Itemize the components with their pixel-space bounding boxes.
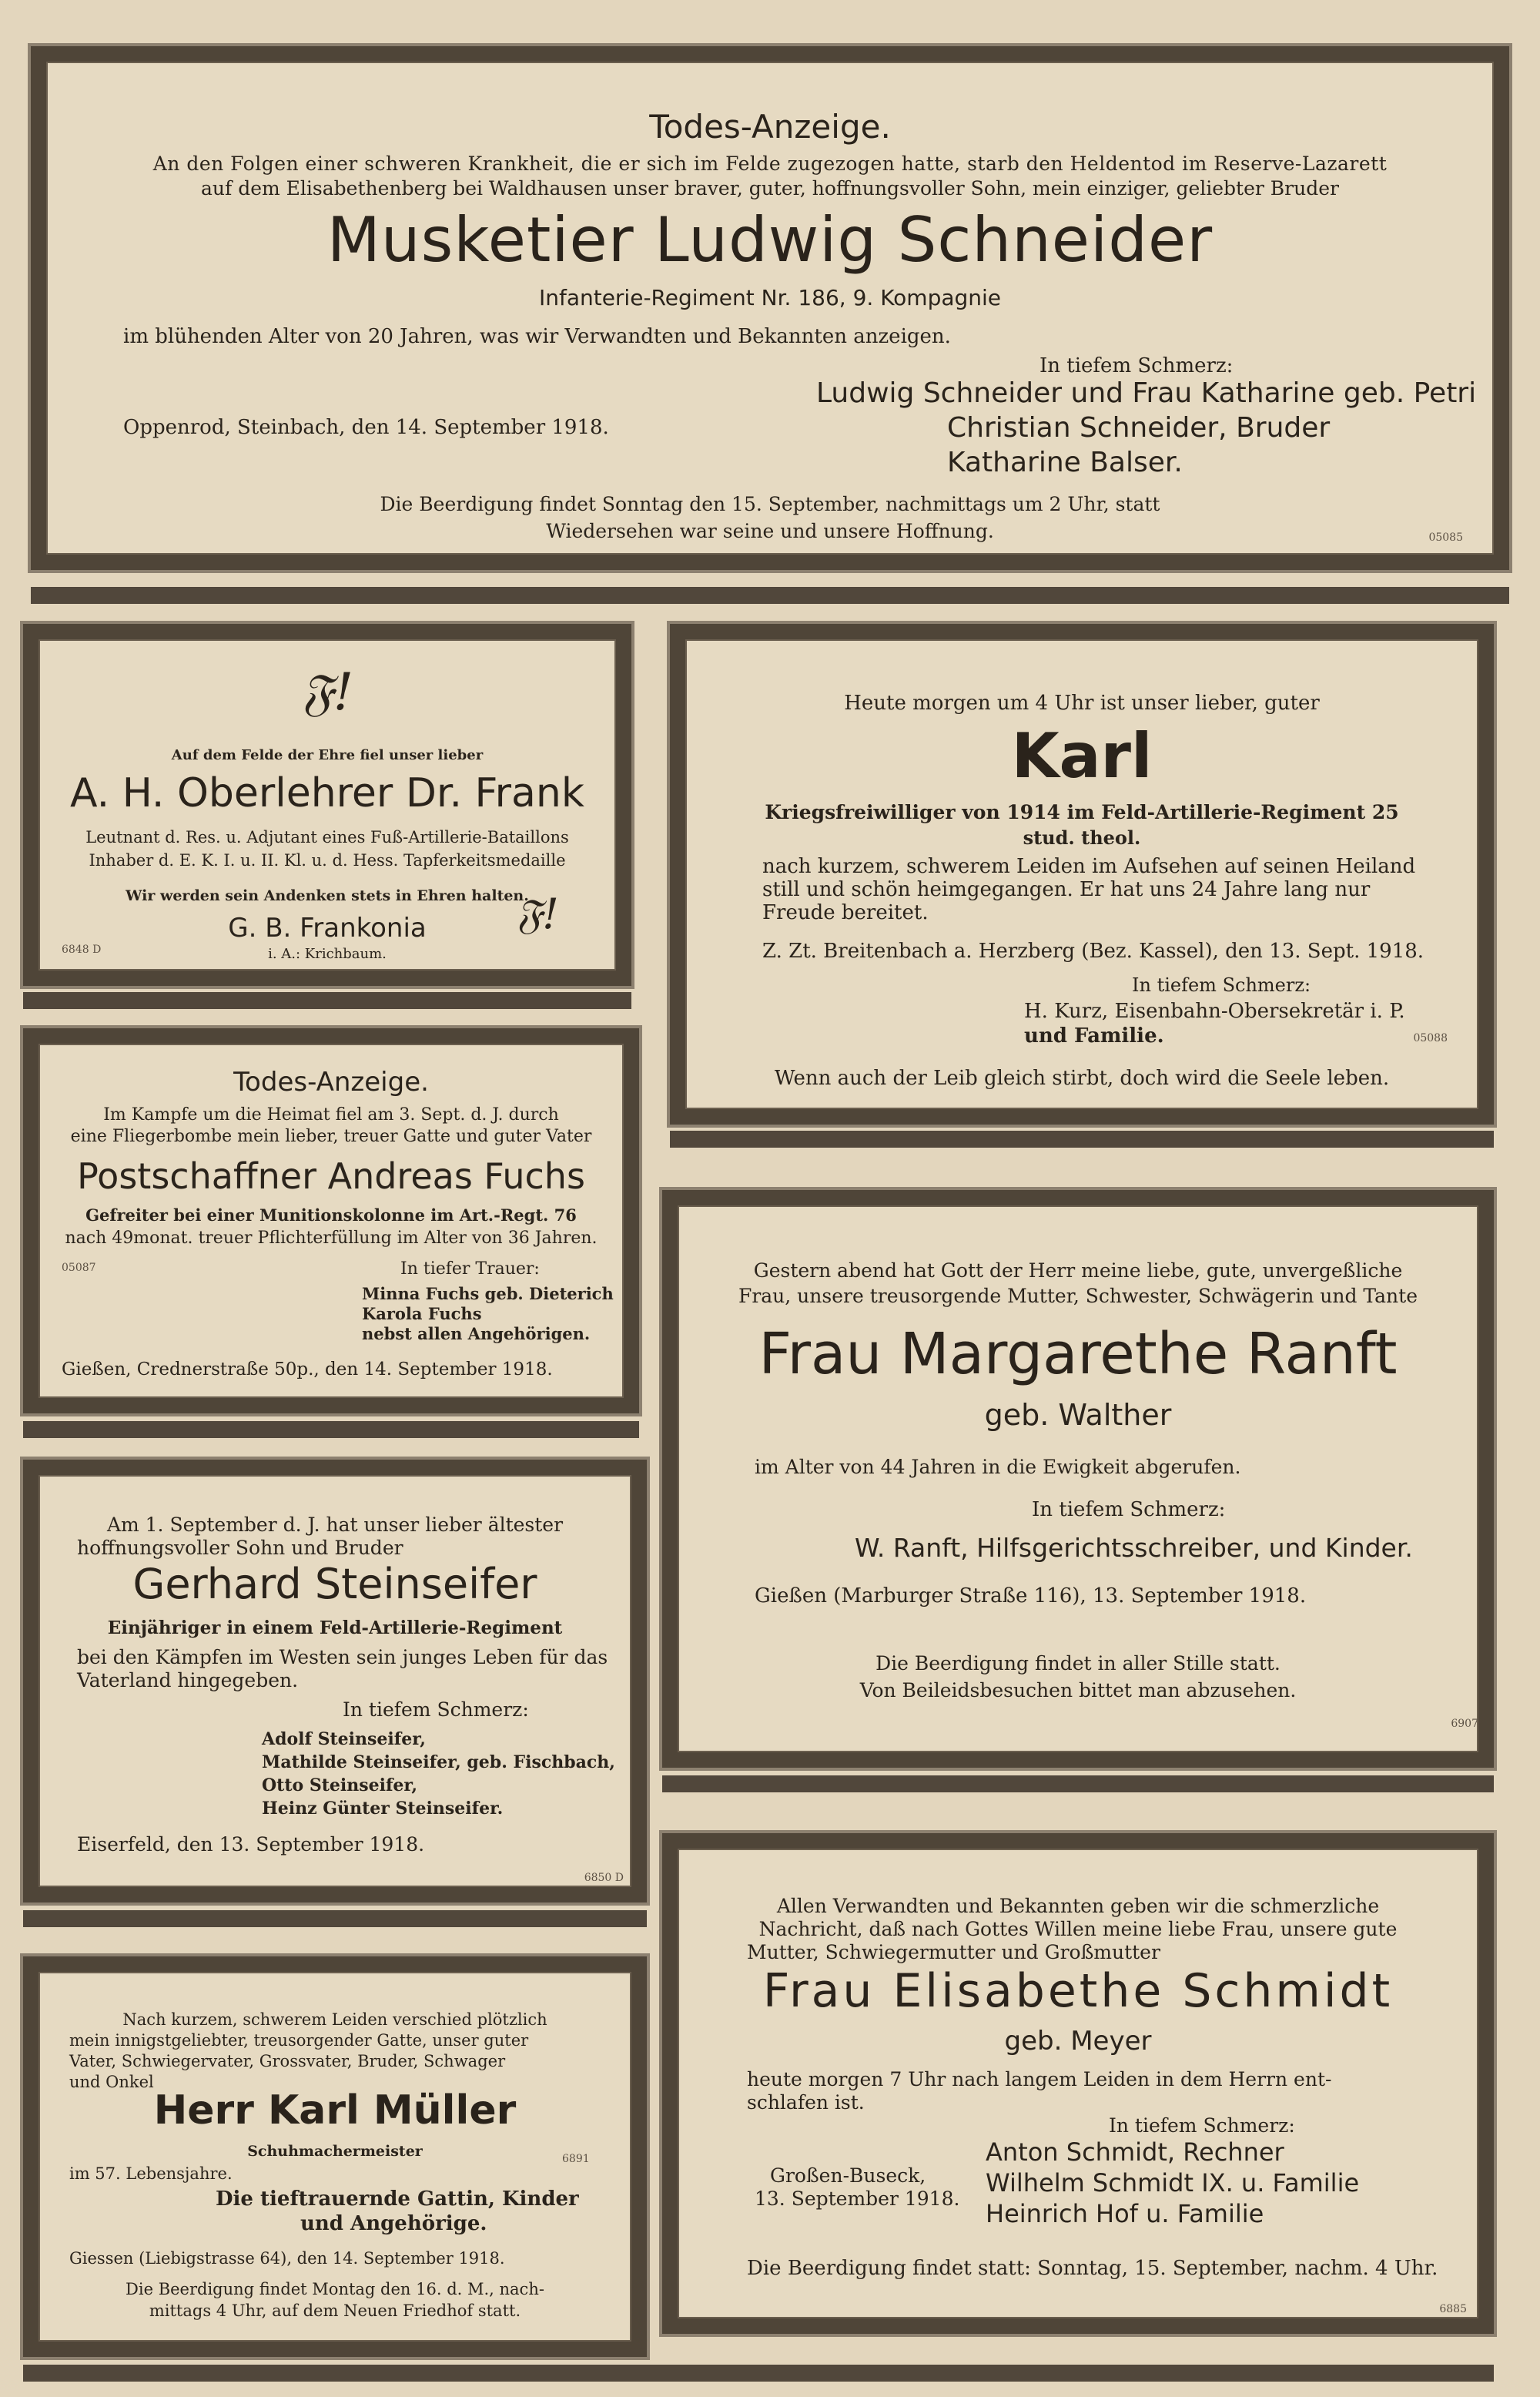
intro-line-1: Nach kurzem, schwerem Leiden verschied plötzlich	[122, 2010, 547, 2029]
body-line-3: Freude bereitet.	[762, 901, 929, 924]
ad-number: 6891	[562, 2153, 590, 2165]
mourner-1: Minna Fuchs geb. Dieterich	[362, 1284, 614, 1303]
memory-line: Wir werden sein Andenken stets in Ehren halten.	[126, 887, 529, 904]
intro-line-3: Vater, Schwiegervater, Grossvater, Bruder, Schwager	[69, 2052, 506, 2070]
grief-label: In tiefer Trauer:	[400, 1259, 540, 1279]
mourner-2: Christian Schneider, Bruder	[947, 412, 1331, 444]
intro-line-2: eine Fliegerbombe mein lieber, treuer Gatte und guter Vater	[70, 1127, 592, 1146]
grief-label: In tiefem Schmerz:	[343, 1698, 529, 1721]
body-line-1: bei den Kämpfen im Westen sein junges Leben für das	[77, 1646, 608, 1668]
deceased-name: Frau Elisabethe Schmidt	[762, 1964, 1394, 2018]
ad-number: 05088	[1413, 1032, 1448, 1044]
fraternity-emblem: 𝔉!	[300, 662, 354, 722]
honors-line: Inhaber d. E. K. I. u. II. Kl. u. d. Hess. Tapferkeitsmedaille	[89, 851, 566, 870]
intro-line-1: Im Kampfe um die Heimat fiel am 3. Sept. d. J. durch	[103, 1105, 559, 1125]
notice-ranft	[662, 1190, 1494, 1768]
body-line-1: nach kurzem, schwerem Leiden im Aufsehen auf seinen Heiland	[762, 855, 1416, 878]
notice-mueller	[23, 1956, 647, 2357]
notice-frank	[23, 624, 631, 986]
place-date: Eiserfeld, den 13. September 1918.	[77, 1833, 425, 1856]
funeral-line-1: Die Beerdigung findet Sonntag den 15. September, nachmittags um 2 Uhr, statt	[380, 493, 1160, 515]
intro: Auf dem Felde der Ehre fiel unser lieber	[171, 747, 484, 763]
ad-number: 05085	[1428, 531, 1463, 544]
divider	[23, 1910, 647, 1927]
place-2: 13. September 1918.	[755, 2187, 960, 2210]
intro-line-2: Nachricht, daß nach Gottes Willen meine liebe Frau, unsere gute	[758, 1918, 1398, 1940]
place-date: Z. Zt. Breitenbach a. Herzberg (Bez. Kassel), den 13. Sept. 1918.	[762, 940, 1424, 963]
maiden-name: geb. Walther	[984, 1398, 1172, 1432]
intro-line-2: auf dem Elisabethenberg bei Waldhausen unser braver, guter, hoffnungsvoller Sohn, mein einziger, geliebter Bruder	[201, 177, 1339, 199]
service-line: Kriegsfreiwilliger von 1914 im Feld-Artillerie-Regiment 25	[765, 801, 1399, 823]
intro-line-1: Allen Verwandten und Bekannten geben wir die schmerzliche	[776, 1895, 1380, 1917]
deceased-name: Musketier Ludwig Schneider	[326, 204, 1214, 276]
ad-number: 6848 D	[62, 944, 102, 956]
age-line: im blühenden Alter von 20 Jahren, was wir Verwandten und Bekannten anzeigen.	[123, 325, 951, 348]
closing-verse: Wenn auch der Leib gleich stirbt, doch wird die Seele leben.	[774, 1067, 1390, 1090]
place-date: Gießen, Crednerstraße 50p., den 14. September 1918.	[62, 1359, 553, 1380]
intro-line-1: Am 1. September d. J. hat unser lieber ältester	[106, 1514, 564, 1536]
fraternity-emblem-small: 𝔉!	[516, 890, 559, 938]
notice-steinseifer	[23, 1460, 647, 1903]
grief-label: In tiefem Schmerz:	[1032, 1498, 1226, 1521]
body-line-1: heute morgen 7 Uhr nach langem Leiden in dem Herrn ent-	[747, 2068, 1332, 2090]
mourner-3: Katharine Balser.	[947, 447, 1183, 478]
mourner-1: Adolf Steinseifer,	[262, 1729, 426, 1749]
regiment: Infanterie-Regiment Nr. 186, 9. Kompagnie	[538, 285, 1002, 310]
heading: Todes-Anzeige.	[649, 108, 891, 146]
notice-karl	[670, 624, 1494, 1125]
notice-schneider	[31, 46, 1509, 570]
mourner-4: Heinz Günter Steinseifer.	[262, 1799, 504, 1819]
ad-number: 6907	[1451, 1718, 1478, 1730]
signature-sub: i. A.: Krichbaum.	[268, 946, 387, 962]
mourner-1: Anton Schmidt, Rechner	[986, 2137, 1284, 2167]
intro-line-1: An den Folgen einer schweren Krankheit, die er sich im Felde zugezogen hatte, starb den Heldentod im Reserve-Lazarett	[152, 153, 1388, 175]
deceased-name: Gerhard Steinseifer	[132, 1560, 537, 1608]
deceased-name: Postschaffner Andreas Fuchs	[77, 1155, 585, 1197]
intro-line-1: Gestern abend hat Gott der Herr meine liebe, gute, unvergeßliche	[753, 1259, 1403, 1282]
mourner-1: Ludwig Schneider und Frau Katharine geb. Petri	[816, 377, 1477, 409]
signer: W. Ranft, Hilfsgerichtsschreiber, und Kinder.	[855, 1533, 1413, 1563]
notice-fuchs	[23, 1028, 639, 1413]
trade: Schuhmachermeister	[247, 2143, 423, 2160]
place-date: Giessen (Liebigstrasse 64), den 14. September 1918.	[69, 2249, 505, 2268]
place-date: Oppenrod, Steinbach, den 14. September 1918.	[123, 416, 609, 439]
body-line-2: Vaterland hingegeben.	[77, 1669, 299, 1691]
grief-label: In tiefem Schmerz:	[1040, 354, 1234, 377]
funeral-line-2: mittags 4 Uhr, auf dem Neuen Friedhof statt.	[149, 2301, 521, 2320]
funeral-line-1: Die Beerdigung findet Montag den 16. d. M., nach-	[126, 2280, 544, 2298]
grief-label: In tiefem Schmerz:	[1132, 974, 1311, 996]
rank-line: Leutnant d. Res. u. Adjutant eines Fuß-Artillerie-Bataillons	[85, 828, 569, 846]
service-line: Einjähriger in einem Feld-Artillerie-Regiment	[107, 1618, 563, 1638]
mourners-line-2: und Angehörige.	[300, 2212, 487, 2235]
divider	[662, 1775, 1494, 1792]
ad-number: 05087	[62, 1262, 96, 1274]
signer-1: H. Kurz, Eisenbahn-Obersekretär i. P.	[1024, 1000, 1405, 1023]
intro-line-2: hoffnungsvoller Sohn und Bruder	[77, 1537, 403, 1559]
divider	[23, 1421, 639, 1438]
signature: G. B. Frankonia	[228, 913, 427, 944]
ad-number: 6885	[1439, 2303, 1467, 2315]
mourner-2: Karola Fuchs	[362, 1304, 482, 1323]
mourner-3: Otto Steinseifer,	[262, 1775, 418, 1795]
study-line: stud. theol.	[1023, 826, 1141, 849]
place-date: Gießen (Marburger Straße 116), 13. September 1918.	[755, 1584, 1307, 1607]
maiden-name: geb. Meyer	[1004, 2026, 1152, 2057]
age-line: nach 49monat. treuer Pflichterfüllung im Alter von 36 Jahren.	[65, 1229, 598, 1248]
funeral-line: Die Beerdigung findet in aller Stille statt.	[875, 1652, 1281, 1675]
ad-number: 6850 D	[584, 1872, 624, 1884]
funeral-line: Die Beerdigung findet statt: Sonntag, 15. September, nachm. 4 Uhr.	[747, 2257, 1438, 2280]
intro-line-4: und Onkel	[69, 2073, 154, 2091]
deceased-name: A. H. Oberlehrer Dr. Frank	[70, 770, 584, 816]
visits-line: Von Beileidsbesuchen bittet man abzusehen.	[859, 1679, 1297, 1701]
mourner-2: Wilhelm Schmidt IX. u. Familie	[986, 2168, 1360, 2198]
heading: Todes-Anzeige.	[233, 1067, 429, 1098]
body-line-2: still und schön heimgegangen. Er hat uns 24 Jahre lang nur	[762, 878, 1371, 901]
intro-line-3: Mutter, Schwiegermutter und Großmutter	[747, 1941, 1160, 1963]
divider	[670, 1131, 1494, 1148]
mourners-line-1: Die tieftrauernde Gattin, Kinder	[216, 2187, 579, 2211]
mourner-3: Heinrich Hof u. Familie	[986, 2199, 1264, 2228]
mourner-2: Mathilde Steinseifer, geb. Fischbach,	[262, 1752, 615, 1772]
grief-label: In tiefem Schmerz:	[1109, 2114, 1295, 2137]
service-line: Gefreiter bei einer Munitionskolonne im Art.-Regt. 76	[85, 1205, 577, 1225]
intro-line-2: mein innigstgeliebter, treusorgender Gatte, unser guter	[69, 2031, 529, 2050]
body-line-2: schlafen ist.	[747, 2091, 865, 2114]
funeral-line-2: Wiedersehen war seine und unsere Hoffnung.	[546, 520, 994, 542]
deceased-name: Frau Margarethe Ranft	[758, 1321, 1398, 1387]
intro-line-2: Frau, unsere treusorgende Mutter, Schwester, Schwägerin und Tante	[738, 1285, 1418, 1307]
age-line: im Alter von 44 Jahren in die Ewigkeit abgerufen.	[755, 1456, 1241, 1478]
intro: Heute morgen um 4 Uhr ist unser lieber, guter	[844, 692, 1320, 715]
divider	[23, 2365, 1494, 2382]
place-1: Großen-Buseck,	[770, 2164, 926, 2187]
mourner-3: nebst allen Angehörigen.	[362, 1324, 591, 1343]
age-line: im 57. Lebensjahre.	[69, 2164, 233, 2183]
signer-2: und Familie.	[1024, 1024, 1164, 1048]
divider	[23, 992, 631, 1009]
deceased-name: Herr Karl Müller	[153, 2087, 517, 2134]
deceased-name: Karl	[1011, 720, 1153, 792]
notice-schmidt	[662, 1833, 1494, 2334]
divider	[31, 587, 1509, 604]
